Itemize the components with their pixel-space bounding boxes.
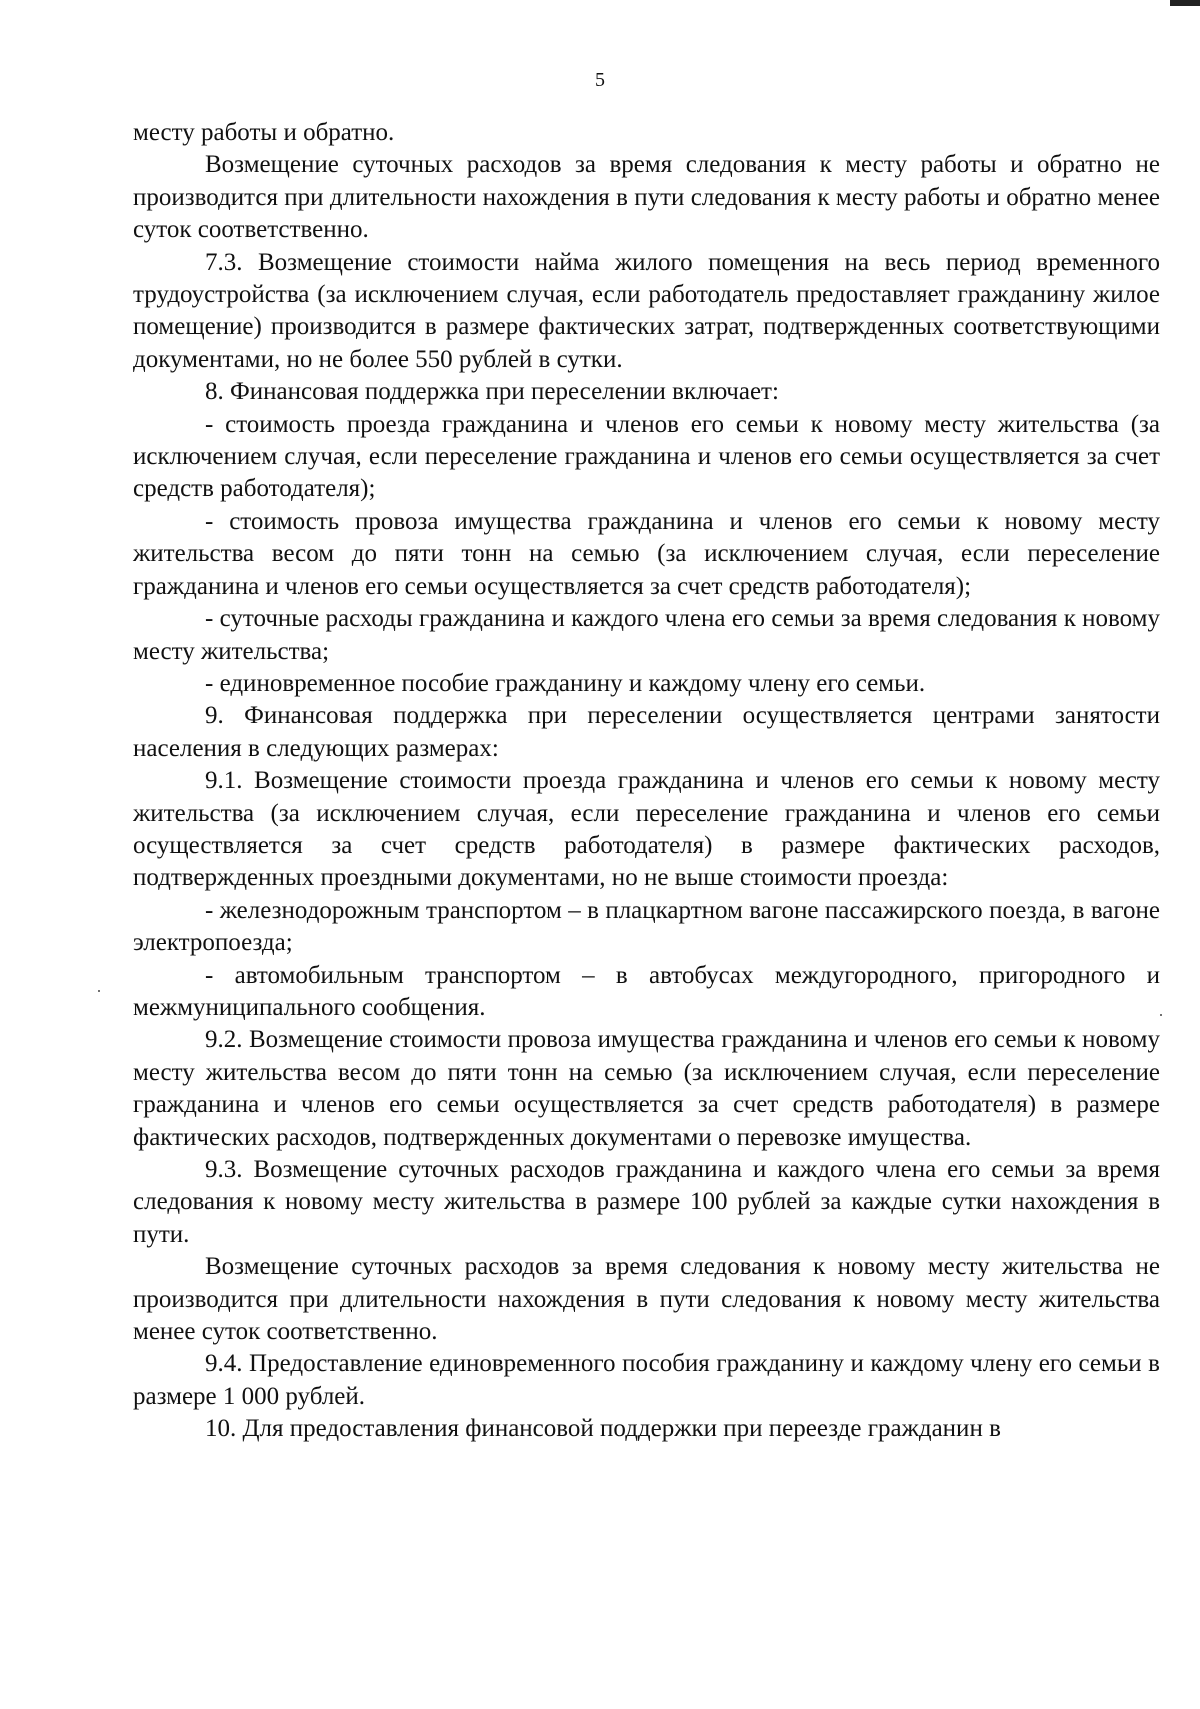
paragraph-7-3: 7.3. Возмещение стоимости найма жилого помещения на весь период временного трудоустройства (за исключением случая, если работодатель предоставляет гражданину жилое помещение) производится в размере фактических затрат, подтвержденных соответствующими документами, но не более 550 рублей в сутки. <box>133 248 1160 373</box>
paragraph-9-4: 9.4. Предоставление единовременного пособия гражданину и каждому члену его семьи в размере 1 000 рублей. <box>133 1350 1160 1410</box>
list-item: - единовременное пособие гражданину и каждому члену его семьи. <box>205 669 926 697</box>
list-item: - суточные расходы гражданина и каждого члена его семьи за время следования к новому месту жительства; <box>133 605 1160 665</box>
paragraph-9-2: 9.2. Возмещение стоимости провоза имущества гражданина и членов его семьи к новому месту жительства весом до пяти тонн на семью (за исключением случая, если переселение гражданина и членов его семьи осуществляется за счет средств работодателя) в размере фактических расходов, подтвержденных документами о перевозке имущества. <box>133 1026 1160 1151</box>
paragraph-10: 10. Для предоставления финансовой поддержки при переезде гражданин в <box>205 1415 1001 1443</box>
paragraph: Возмещение суточных расходов за время следования к месту работы и обратно не производится при длительности нахождения в пути следования к месту работы и обратно менее суток соответственно. <box>133 151 1160 244</box>
paragraph-8: 8. Финансовая поддержка при переселении включает: <box>205 378 779 406</box>
scan-artifact <box>98 990 100 992</box>
scan-edge-mark <box>1170 0 1200 6</box>
paragraph-9-1: 9.1. Возмещение стоимости проезда гражданина и членов его семьи к новому месту жительства (за исключением случая, если переселение гражданина и членов его семьи осуществляется за счет средств работодателя) в размере фактических расходов, подтвержденных проездными документами, но не выше стоимости проезда: <box>133 767 1160 892</box>
list-item: - автомобильным транспортом – в автобусах междугородного, пригородного и межмуниципального сообщения. <box>133 961 1160 1021</box>
paragraph-9-3: 9.3. Возмещение суточных расходов гражданина и каждого члена его семьи за время следования к новому месту жительства в размере 100 рублей за каждые сутки нахождения в пути. <box>133 1156 1160 1248</box>
document-body <box>133 117 1160 1446</box>
list-item: - железнодорожным транспортом – в плацкартном вагоне пассажирского поезда, в вагоне электропоезда; <box>133 896 1160 957</box>
paragraph: месту работы и обратно. <box>133 119 395 146</box>
list-item: - стоимость провоза имущества гражданина и членов его семьи к новому месту жительства весом до пяти тонн на семью (за исключением случая, если переселение гражданина и членов его семьи осуществляется за счет средств работодателя); <box>133 507 1160 600</box>
page-number: 5 <box>595 69 605 91</box>
list-item: - стоимость проезда гражданина и членов его семьи к новому месту жительства (за исключением случая, если переселение гражданина и членов его семьи осуществляется за счет средств работодателя); <box>133 410 1160 503</box>
paragraph: Возмещение суточных расходов за время следования к новому месту жительства не производится при длительности нахождения в пути следования к новому месту жительства менее суток соответственно. <box>133 1253 1160 1346</box>
paragraph-9: 9. Финансовая поддержка при переселении осуществляется центрами занятости населения в следующих размерах: <box>133 702 1160 762</box>
scan-artifact <box>1160 1014 1162 1016</box>
